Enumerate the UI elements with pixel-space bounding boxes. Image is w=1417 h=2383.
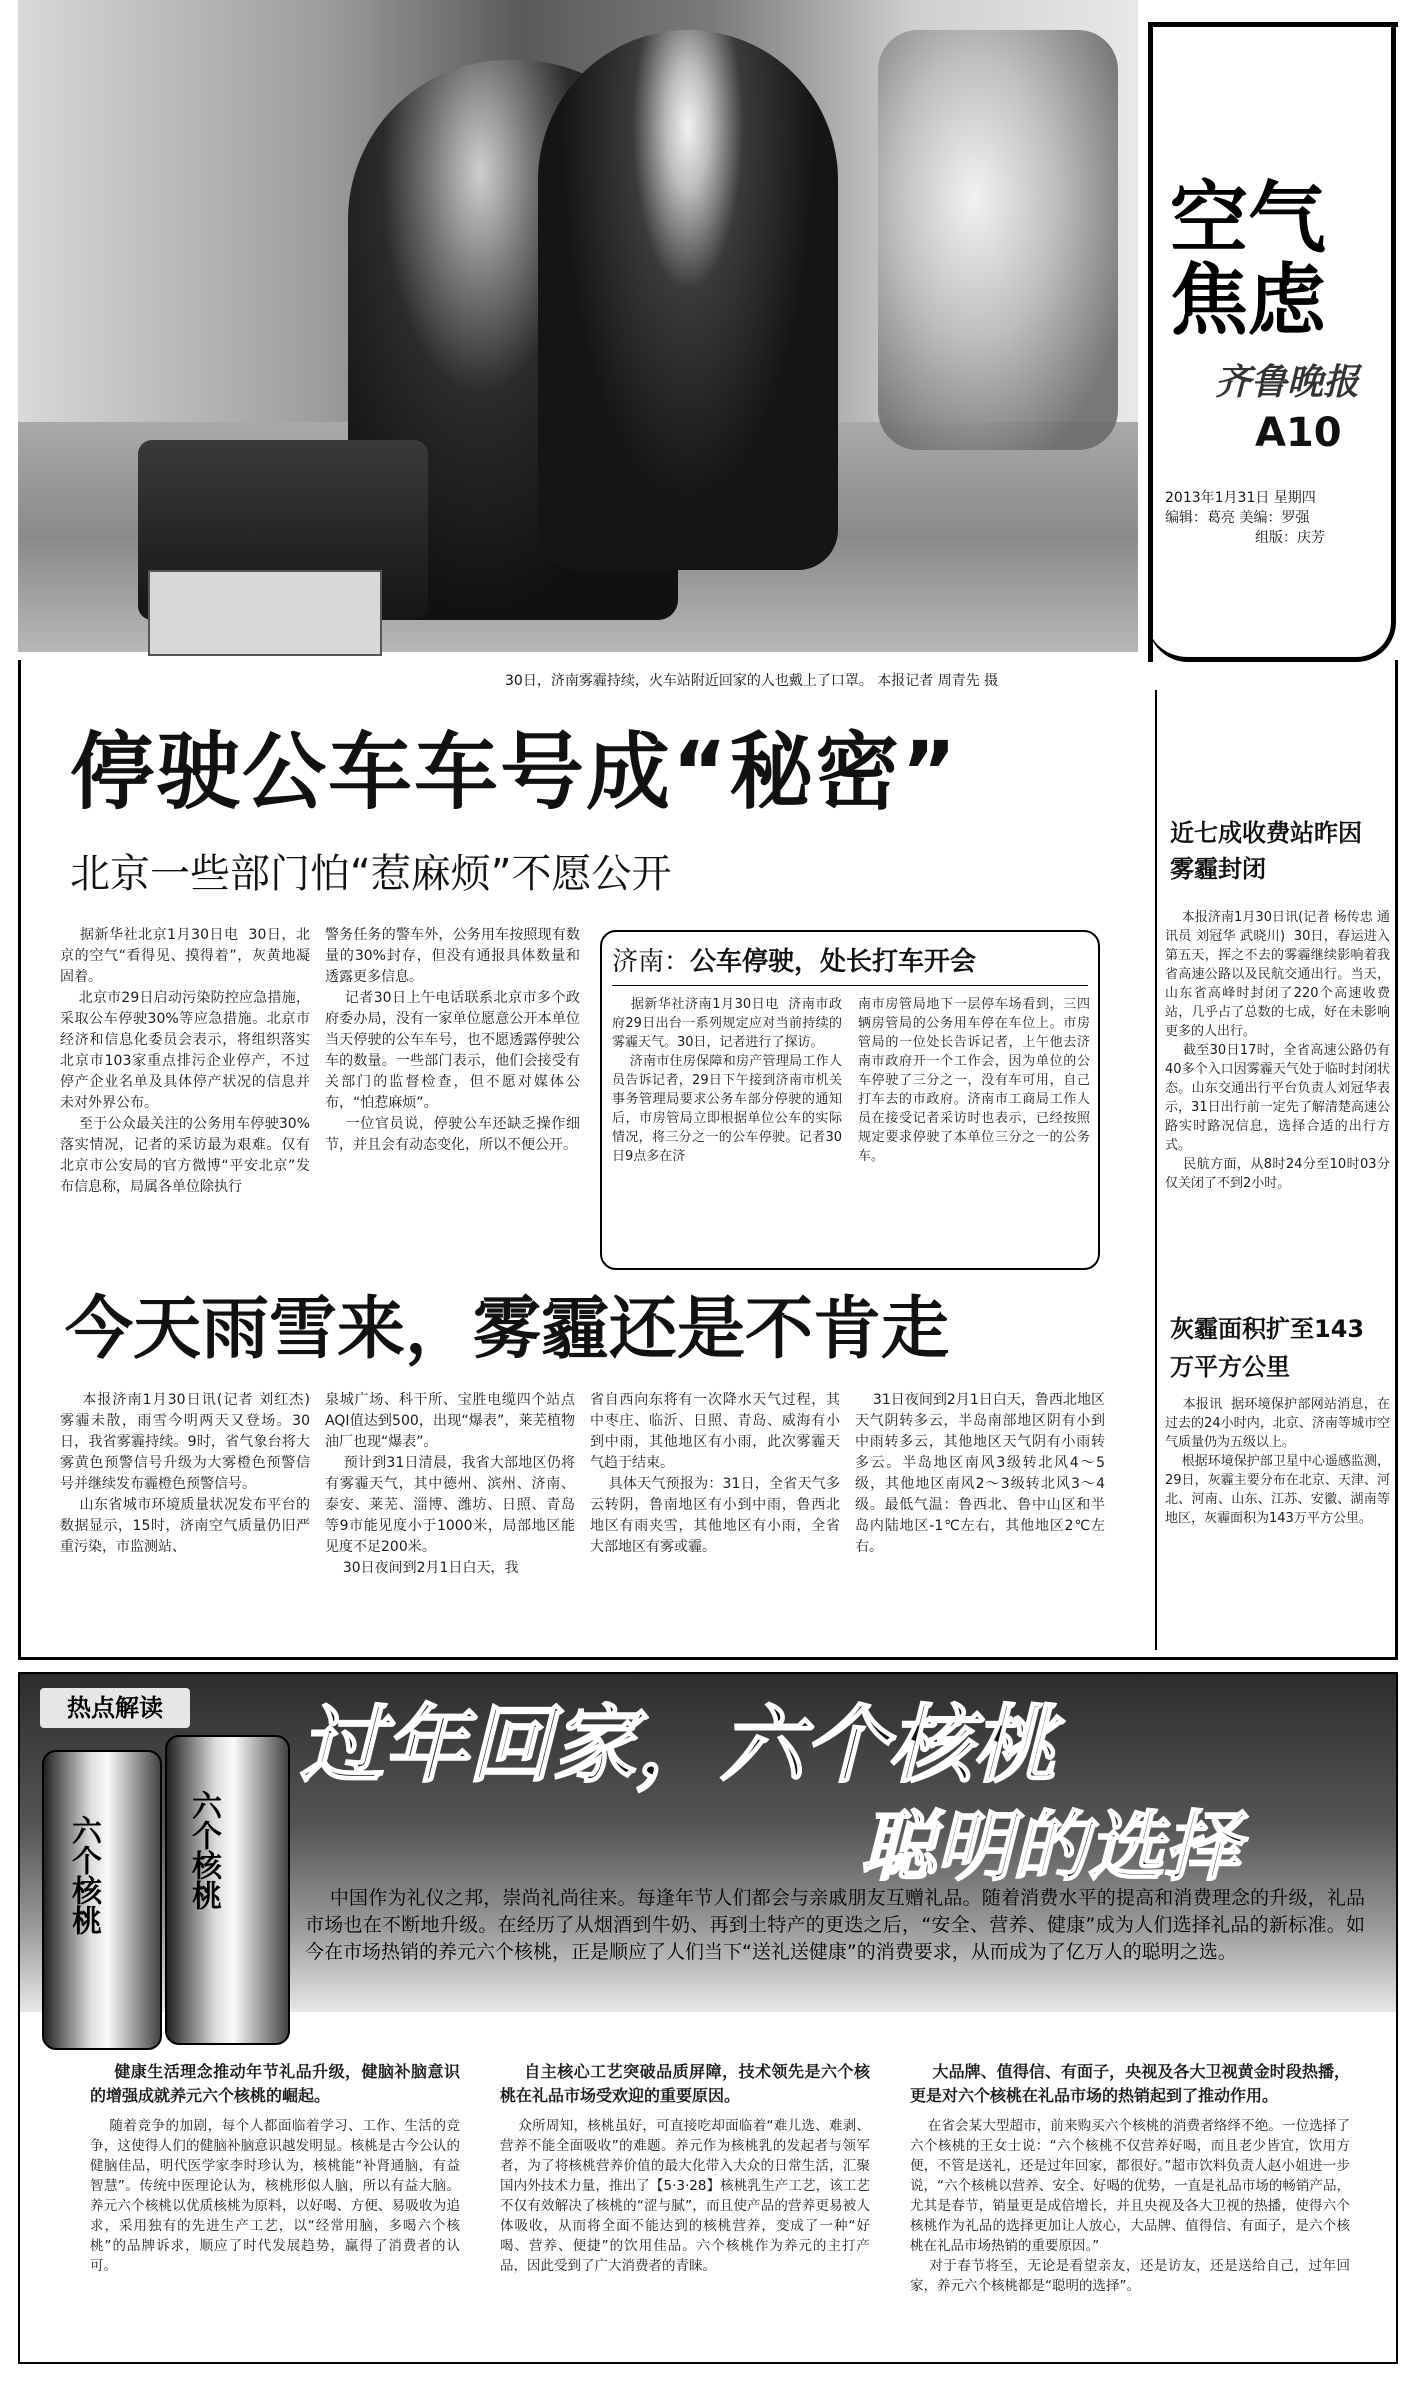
ad-col-3-body: 在省会某大型超市，前来购买六个核桃的消费者络绎不绝。一位选择了六个核桃的王女士说：“六个核桃不仅营养好喝，而且老少皆宜，饮用方便，不管是送礼，还是过年回家，都很好。”超市饮料负责人赵小姐进一步说，“六个核桃以营养、安全、好喝的优势，一直是礼品市场的畅销产品，尤其是春节，销量更是成倍增长，并且央视及各大卫视的热播，使得六个核桃作为礼品的选择更加让人放心，大品牌、值得信、有面子，是六个核桃在礼品市场热销的重要原因。” 对于春节将至，无论是看望亲友，还是访友，还是送给自己，过年回家，养元六个核桃都是“聪明的选择”。: [910, 2118, 1351, 2294]
ad-col-3-lead: 大品牌、值得信、有面子，央视及各大卫视黄金时段热播，更是对六个核桃在礼品市场的热销起到了推动作用。: [910, 2062, 1351, 2105]
ad-col-2-body: 众所周知，核桃虽好，可直接吃却面临着“难儿选、难剥、营养不能全面吸收”的难题。养元作为核桃乳的发起者与领军者，为了将核桃营养价值的最大化带入大众的日常生活，汇聚国内外技术力量，推出了【5·3·28】核桃乳生产工艺，该工艺不仅有效解决了核桃的“涩与腻”，而且使产品的营养更易被人体吸收，从而将全面不能达到的核桃营养，变成了一种“好喝、营养、便捷”的饮用佳品。六个核桃作为养元的主打产品，因此受到了广大消费者的青睐。: [500, 2118, 871, 2274]
ad-col-1: [90, 2060, 460, 2316]
photo-caption: 30日，济南雾霾持续，火车站附近回家的人也戴上了口罩。 本报记者 周青先 摄: [505, 673, 999, 689]
second-headline: 今天雨雪来，雾霾还是不肯走: [65, 1290, 950, 1369]
section-title-line2: 焦虑: [1170, 256, 1327, 346]
news-photo: [18, 0, 1138, 652]
second-col-2: 泉城广场、科干所、宝胜电缆四个站点AQI值达到500，出现“爆表”，莱芜植物油厂也现“爆表”。 预计到31日清晨，我省大部地区仍将有雾霾天气，其中德州、滨州、济南、泰安、莱芜、淄博、潍坊、日照、青岛等9市能见度小于1000米，局部地区能见度不足200米。 30日夜间到2月1日白天，我: [325, 1392, 575, 1576]
lead-col-2: 警务任务的警车外，公务用车按照现有数量的30%封存，但没有通报具体数量和透露更多信息。 记者30日上午电话联系北京市多个政府委办局，没有一家单位愿意公开本单位当天停驶的公车车号，也不愿透露停驶公车的数量。一些部门表示，他们会接受有关部门的监督检查，但不愿对媒体公布，“怕惹麻烦”。 一位官员说，停驶公车还缺乏操作细节，并且会有动态变化，所以不便公开。: [325, 927, 580, 1153]
lead-headline: 停驶公车车号成“秘密”: [70, 723, 959, 821]
ad-title-line-1: 过年回家，六个核桃: [300, 1696, 1057, 1794]
editors-line-1: 编辑：葛亮 美编：罗强: [1165, 510, 1310, 526]
editors-line-2: 组版：庆芳: [1255, 530, 1325, 546]
news-section-border: [18, 660, 1398, 1660]
product-can-1-label: 六个核桃: [66, 1815, 101, 1935]
jinan-col-2: 南市房管局地下一层停车场看到，三四辆房管局的公务用车停在车位上。市房管局的一位处长告诉记者，上午他去济南市政府开一个工作会，因为单位的公车停驶了三分之一，没有车可用，自己打车去的市政府。济南市工商局工作人员在接受记者采访时也表示，已经按照规定要求停驶了本单位三分之一的公务车。: [858, 997, 1090, 1164]
ad-col-1-lead: 健康生活理念推动年节礼品升级，健脑补脑意识的增强成就养元六个核桃的崛起。: [90, 2062, 460, 2105]
section-title-line1: 空气: [1170, 174, 1327, 264]
section-title: [1170, 174, 1380, 346]
ad-col-3: [910, 2060, 1350, 2316]
product-can-2-label: 六个核桃: [186, 1790, 221, 1910]
jinan-col-1: 据新华社济南1月30日电 济南市政府29日出台一系列规定应对当前持续的雾霾天气。30日，记者进行了探访。 济南市住房保障和房产管理局工作人员告诉记者，29日下午接到济南市机关事务管理局要求公务车部分停驶的通知后，市房管局立即根据单位公车的实际情况，将三分之一的公车停驶。记者30日9点多在济: [612, 997, 843, 1164]
page-number: A10: [1255, 410, 1342, 456]
ad-title-line-2: 聪明的选择: [860, 1802, 1240, 1891]
sidebar-2-headline: 灰霾面积扩至143万平方公里: [1170, 1315, 1365, 1381]
sidebar-2-body: 本报讯 据环境保护部网站消息，在过去的24小时内，北京、济南等城市空气质量仍为五级以上。 根据环境保护部卫星中心遥感监测，29日，灰霾主要分布在北京、天津、河北、河南、山东、江苏、安徽、湖南等地区，灰霾面积为143万平方公里。: [1165, 1397, 1391, 1526]
second-col-1: 本报济南1月30日讯(记者 刘红杰) 雾霾未散，雨雪今明两天又登场。30日，我省雾霾持续。9时，省气象台将大雾黄色预警信号升级为大雾橙色预警信号并继续发布霾橙色预警信号。 山东省城市环境质量状况发布平台的数据显示，15时，济南空气质量仍旧严重污染，市监测站、: [60, 1392, 310, 1555]
ad-intro: 中国作为礼仪之邦，崇尚礼尚往来。每逢年节人们都会与亲戚朋友互赠礼品。随着消费水平的提高和消费理念的升级，礼品市场也在不断地升级。在经历了从烟酒到牛奶、再到土特产的更迭之后，“安全、营养、健康”成为人们选择礼品的新标准。如今在市场热销的养元六个核桃，正是顺应了人们当下“送礼送健康”的消费要求，从而成为了亿万人的聪明之选。: [305, 1887, 1365, 1963]
ad-col-2-lead: 自主核心工艺突破品质屏障，技术领先是六个核桃在礼品市场受欢迎的重要原因。: [500, 2062, 870, 2105]
lead-subhead: 北京一些部门怕“惹麻烦”不愿公开: [70, 851, 672, 897]
ad-col-2: [500, 2060, 870, 2316]
sidebar-1-body: 本报济南1月30日讯(记者 杨传忠 通讯员 刘冠华 武晓川) 30日，春运进入第五天，挥之不去的雾霾继续影响着我省高速公路以及民航交通出行。当天，山东省高峰时封闭了220个高速收费站，几乎占了总数的七成，好在未影响更多的人出行。 截至30日17时，全省高速公路仍有40多个入口因雾霾天气处于临时封闭状态。山东交通出行平台负责人刘冠华表示，31日出行前一定先了解清楚高速公路实时路况信息，选择合适的出行方式。 民航方面，从8时24分至10时03分仅关闭了不到2小时。: [1165, 910, 1390, 1191]
sidebar-1-headline: 近七成收费站昨因雾霾封闭: [1170, 819, 1362, 883]
jinan-title: 公车停驶，处长打车开会: [690, 947, 977, 977]
issue-date: 2013年1月31日 星期四: [1165, 490, 1316, 506]
lead-col-1: 据新华社北京1月30日电 30日，北京的空气“看得见、摸得着”，灰黄地凝固着。 北京市29日启动污染防控应急措施，采取公车停驶30%等应急措施。北京市经济和信息化委员会表示，将组织落实北京市103家重点排污企业停产，不过停产企业名单及具体停产状况的信息并未对外界公布。 至于公众最关注的公务用车停驶30%落实情况，记者的采访最为艰难。仅有北京市公安局的官方微博“平安北京”发布信息称，局属各单位除执行: [60, 927, 310, 1195]
jinan-tag: 济南：: [612, 947, 691, 977]
second-col-3: 省自西向东将有一次降水天气过程，其中枣庄、临沂、日照、青岛、威海有小到中雨，其他地区有小雨，此次雾霾天气趋于结束。 具体天气预报为：31日，全省天气多云转阴，鲁南地区有小到中雨，鲁西北地区有雨夹雪，其他地区有小雨，全省大部地区有雾或霾。: [590, 1392, 840, 1555]
ad-col-1-body: 随着竞争的加剧，每个人都面临着学习、工作、生活的竞争，这使得人们的健脑补脑意识越发明显。核桃是古今公认的健脑佳品，明代医学家李时珍认为，核桃能“补肾通脑，有益智慧”。传统中医理论认为，核桃形似人脑，所以有益大脑。养元六个核桃以优质核桃为原料，以好喝、方便、易吸收为追求，采用独有的先进生产工艺，以“经常用脑，多喝六个核桃”的品牌诉求，顺应了时代发展趋势，赢得了消费者的认可。: [90, 2118, 460, 2274]
ad-tag: 热点解读: [40, 1688, 190, 1728]
paper-name: 齐鲁晚报: [1215, 361, 1360, 403]
second-col-4: 31日夜间到2月1日白天，鲁西北地区天气阴转多云，半岛南部地区阴有小到中雨转多云，其他地区天气阴有小雨转多云。半岛地区南风3级转北风4～5级，其他地区南风2～3级转北风3～4级。最低气温：鲁西北、鲁中山区和半岛内陆地区-1℃左右，其他地区2℃左右。: [855, 1392, 1105, 1555]
